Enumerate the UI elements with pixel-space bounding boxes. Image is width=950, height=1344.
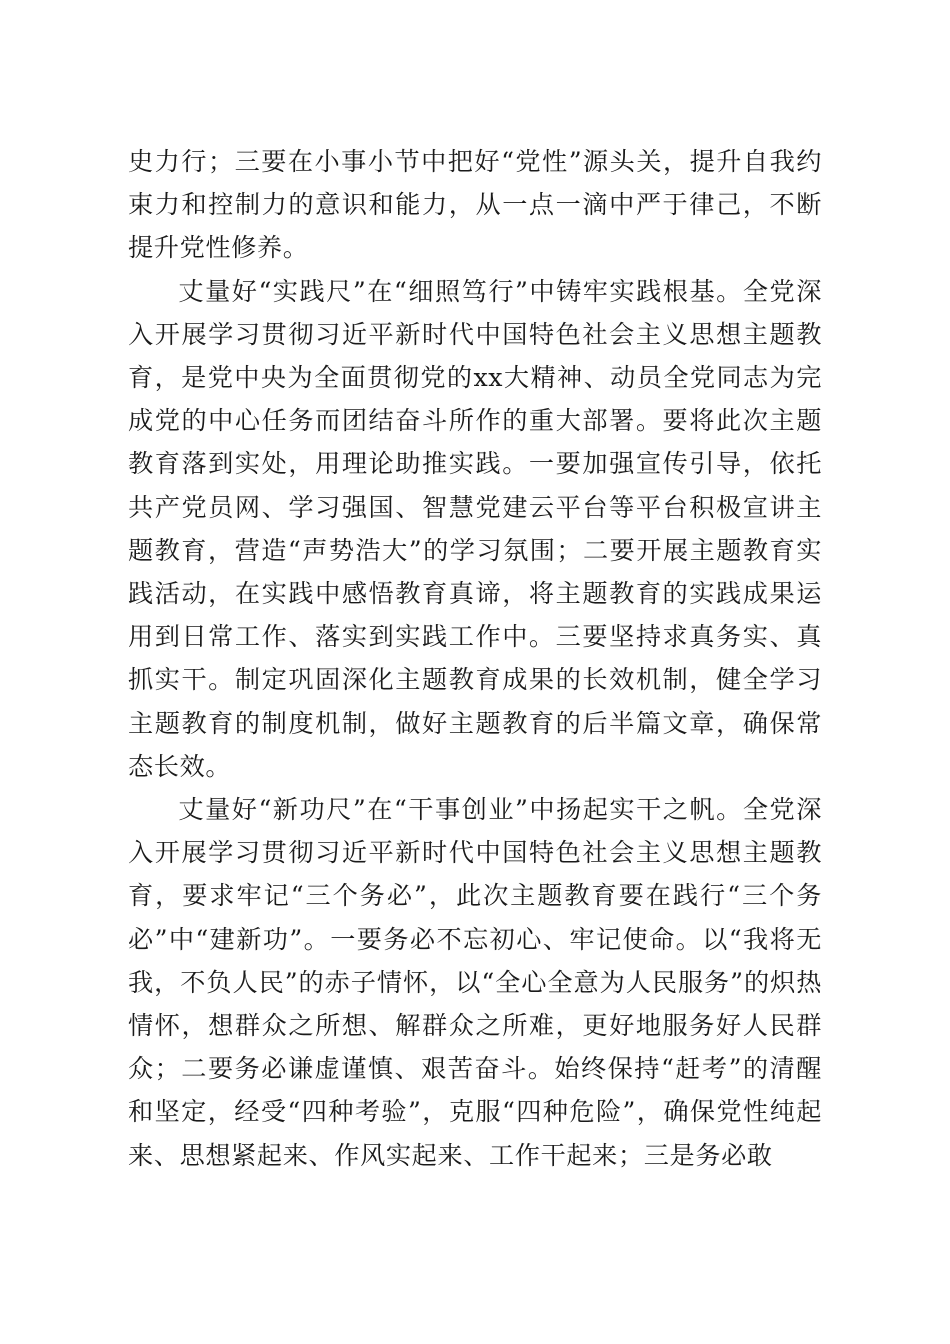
- document-body: [128, 140, 822, 1177]
- paragraph-2: 丈量好“实践尺”在“细照笃行”中铸牢实践根基。全党深入开展学习贯彻习近平新时代中国特色社会主义思想主题教育，是党中央为全面贯彻党的xx大精神、动员全党同志为完成党的中心任务而团结奋斗所作的重大部署。要将此次主题教育落到实处，用理论助推实践。一要加强宣传引导，依托共产党员网、学习强国、智慧党建云平台等平台积极宣讲主题教育，营造“声势浩大”的学习氛围；二要开展主题教育实践活动，在实践中感悟教育真谛，将主题教育的实践成果运用到日常工作、落实到实践工作中。三要坚持求真务实、真抓实干。制定巩固深化主题教育成果的长效机制，健全学习主题教育的制度机制，做好主题教育的后半篇文章，确保常态长效。: [128, 276, 822, 781]
- paragraph-1: 史力行；三要在小事小节中把好“党性”源头关，提升自我约束力和控制力的意识和能力，从一点一滴中严于律己，不断提升党性修养。: [128, 147, 822, 263]
- paragraph-3: 丈量好“新功尺”在“干事创业”中扬起实干之帆。全党深入开展学习贯彻习近平新时代中国特色社会主义思想主题教育，要求牢记“三个务必”，此次主题教育要在践行“三个务必”中“建新功”。一要务必不忘初心、牢记使命。以“我将无我，不负人民”的赤子情怀，以“全心全意为人民服务”的炽热情怀，想群众之所想、解群众之所难，更好地服务好人民群众；二要务必谦虚谨慎、艰苦奋斗。始终保持“赶考”的清醒和坚定，经受“四种考验”，克服“四种危险”，确保党性纯起来、思想紧起来、作风实起来、工作干起来；三是务必敢: [128, 795, 822, 1170]
